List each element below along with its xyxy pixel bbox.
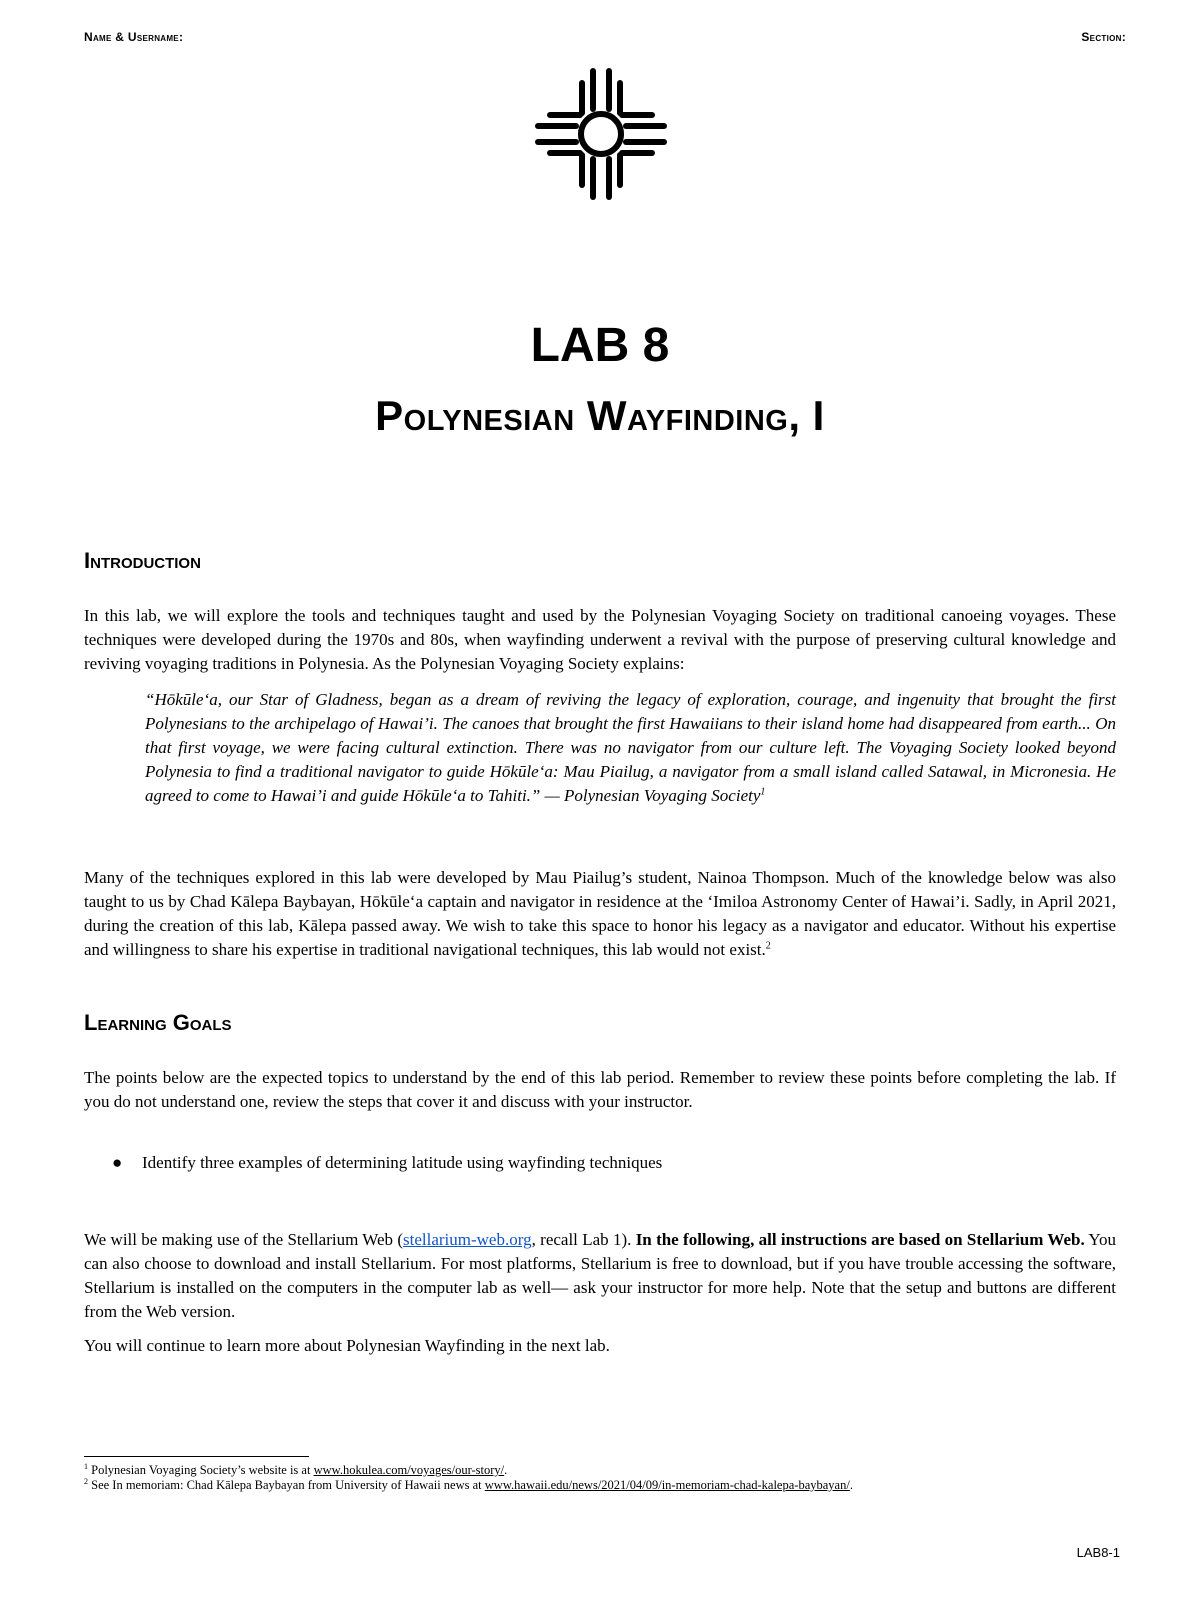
footnote-1-text: Polynesian Voyaging Society’s website is at xyxy=(91,1463,314,1477)
stellarium-text-mid: , recall Lab 1). xyxy=(531,1230,636,1249)
footnote-2-text: See In memoriam: Chad Kālepa Baybayan from University of Hawaii news at xyxy=(91,1478,485,1492)
stellarium-bold-instruction: In the following, all instructions are based on Stellarium Web. xyxy=(635,1230,1085,1249)
introduction-heading: Introduction xyxy=(84,548,201,573)
lab-subtitle: Polynesian Wayfinding, I xyxy=(375,392,825,439)
footnote-divider xyxy=(84,1456,309,1457)
footnote-1-number: 1 xyxy=(84,1461,88,1471)
stellarium-text-pre: We will be making use of the Stellarium Web ( xyxy=(84,1230,404,1249)
bullet-icon: ● xyxy=(112,1153,123,1172)
introduction-paragraph-2-text: Many of the techniques explored in this lab were developed by Mau Piailug’s student, Nainoa Thompson. Much of the knowledge below was also taught to us by Chad Kālepa Baybayan, Hōkūle‘a captain and navigator in residence at the ‘Imiloa Astronomy Center of Hawai’i. Sadly, in April 2021, during the creation of this lab, Kālepa passed away. We wish to take this space to honor his legacy as a navigator and educator. Without his expertise and willingness to share his expertise in traditional navigational techniques, this lab would not exist. xyxy=(84,868,1116,959)
voyaging-society-quote xyxy=(145,688,1116,808)
page-number: LAB8-1 xyxy=(1076,1545,1120,1560)
closing-paragraph: You will continue to learn more about Polynesian Wayfinding in the next lab. xyxy=(84,1336,610,1355)
footnote-ref-2[interactable]: 2 xyxy=(765,940,771,952)
footnote-2 xyxy=(84,1478,853,1493)
footnote-1 xyxy=(84,1463,507,1478)
stellarium-text-post: You can also choose to download and install Stellarium. For most platforms, Stellarium is free to download, but if you have trouble accessing the software, Stellarium is installed on the computers in the computer lab as well— ask your instructor for more help. Note that the setup and buttons are different from the Web version. xyxy=(84,1230,1117,1321)
introduction-paragraph-2 xyxy=(84,866,1116,962)
hawaii-news-link[interactable]: www.hawaii.edu/news/2021/04/09/in-memoriam-chad-kalepa-baybayan/ xyxy=(484,1478,850,1492)
learning-goals-heading: Learning Goals xyxy=(84,1010,232,1035)
footnote-2-end: . xyxy=(849,1478,853,1492)
name-username-label: Name & Username: xyxy=(84,30,184,44)
stellarium-paragraph xyxy=(84,1228,1116,1324)
quote-text: “Hōkūle‘a, our Star of Gladness, began as a dream of reviving the legacy of exploration, courage, and ingenuity that brought the first Polynesians to the archipelago of Hawai’i. The canoes that brought the first Hawaiians to their island home had disappeared from earth... On that first voyage, we were facing cultural extinction. There was no navigator from our culture left. The Voyaging Society looked beyond Polynesia to find a traditional navigator to guide Hōkūle‘a: Mau Piailug, a navigator from a small island called Satawal, in Micronesia. He agreed to come to Hawai’i and guide Hōkūle‘a to Tahiti.” — Polynesian Voyaging Society xyxy=(145,690,1116,805)
list-item xyxy=(112,1151,662,1175)
zia-sun-symbol-icon xyxy=(535,68,667,200)
section-label: Section: xyxy=(1081,30,1126,44)
learning-goals-paragraph: The points below are the expected topics to understand by the end of this lab period. Remember to review these points before completing the lab. If you do not understand one, review the steps that cover it and discuss with your instructor. xyxy=(84,1068,1116,1111)
hokulea-link[interactable]: www.hokulea.com/voyages/our-story/ xyxy=(313,1463,505,1477)
stellarium-web-link[interactable]: stellarium-web.org xyxy=(403,1230,532,1249)
introduction-paragraph-1: In this lab, we will explore the tools and techniques taught and used by the Polynesian Voyaging Society on traditional canoeing voyages. These techniques were developed during the 1970s and 80s, when wayfinding underwent a revival with the purpose of preserving cultural knowledge and reviving voyaging traditions in Polynesia. As the Polynesian Voyaging Society explains: xyxy=(84,606,1116,673)
footnote-2-number: 2 xyxy=(84,1476,88,1486)
bullet-text: Identify three examples of determining latitude using wayfinding techniques xyxy=(142,1153,663,1172)
footnote-1-end: . xyxy=(504,1463,508,1477)
lab-number-title: LAB 8 xyxy=(530,319,670,372)
footnote-ref-1[interactable]: 1 xyxy=(760,786,766,798)
